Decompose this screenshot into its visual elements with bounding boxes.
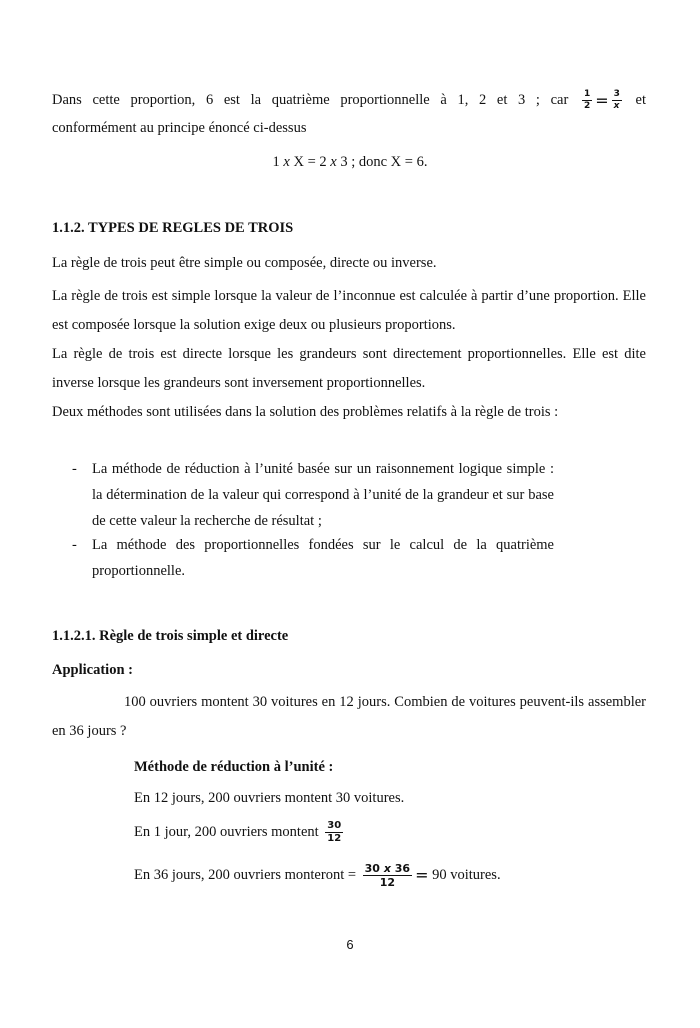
intro-formula: 1 x X = 2 x 3 ; donc X = 6. — [272, 154, 428, 170]
step-36-jours: En 36 jours, 200 ouvriers monteront = $\frac{30 x 36}{12}$ = 90 voitures. — [134, 862, 501, 890]
list-item-proportionnelles: La méthode des proportionnelles fondées sur le calcul de la quatrième proportionnelle. — [92, 537, 554, 579]
intro-line-1 — [52, 86, 646, 115]
fraction-30x36-over-12: $\frac{30 x 36}{12}$ — [364, 862, 411, 890]
fraction-one-half: $\frac{1}{2}$ — [583, 89, 591, 112]
fraction-30-over-12: $\frac{30}{12}$ — [327, 820, 342, 845]
paragraph-definition-simple: La règle de trois est simple lorsque la valeur de l’inconnue est calculée à partir d’une proportion. Elle est composée lorsque la solution exige deux ou plusieurs proportions. — [52, 288, 646, 333]
paragraph-deux-methodes: Deux méthodes sont utilisées dans la solution des problèmes relatifs à la règle de trois : — [52, 404, 559, 420]
page-number: 6 — [346, 937, 354, 952]
section-heading-types: 1.1.2. TYPES DE REGLES DE TROIS — [52, 220, 294, 236]
intro-line-1-end: et — [635, 92, 647, 108]
equals-sign: = — [415, 865, 429, 885]
bullet-dash: - — [72, 461, 77, 477]
problem-statement: 100 ouvriers montent 30 voitures en 12 jours. Combien de voitures peuvent-ils assembler en 36 jours ? — [52, 694, 646, 739]
bullet-dash: - — [72, 537, 77, 553]
list-item-reduction: La méthode de réduction à l’unité basée sur un raisonnement logique simple : la détermination de la valeur qui correspond à l’unité de la grandeur et sur base de cette valeur la recherche de résultat ; — [92, 461, 554, 529]
paragraph-definition-directe: La règle de trois est directe lorsque les grandeurs sont directement proportionnelles. Elle est dite inverse lorsque les grandeurs sont inversement proportionnelles. — [52, 346, 646, 391]
section-heading-regle-simple: 1.1.2.1. Règle de trois simple et directe — [52, 628, 289, 644]
fraction-three-over-x: $\frac{3}{x}$ — [613, 89, 620, 112]
intro-line-2: conformément au principe énoncé ci-dessus — [52, 120, 307, 136]
step-1-jour: En 1 jour, 200 ouvriers montent $\frac{30}{12}$ — [134, 820, 342, 845]
method-heading: Méthode de réduction à l’unité : — [134, 759, 334, 775]
equals-sign: = — [595, 91, 609, 111]
application-label: Application : — [52, 662, 133, 678]
intro-line-1-text: Dans cette proportion, 6 est la quatrième proportionnelle à 1, 2 et 3 ; car — [52, 92, 569, 108]
paragraph-simple-composee: La règle de trois peut être simple ou composée, directe ou inverse. — [52, 255, 437, 271]
step-12-jours: En 12 jours, 200 ouvriers montent 30 voitures. — [134, 790, 405, 806]
